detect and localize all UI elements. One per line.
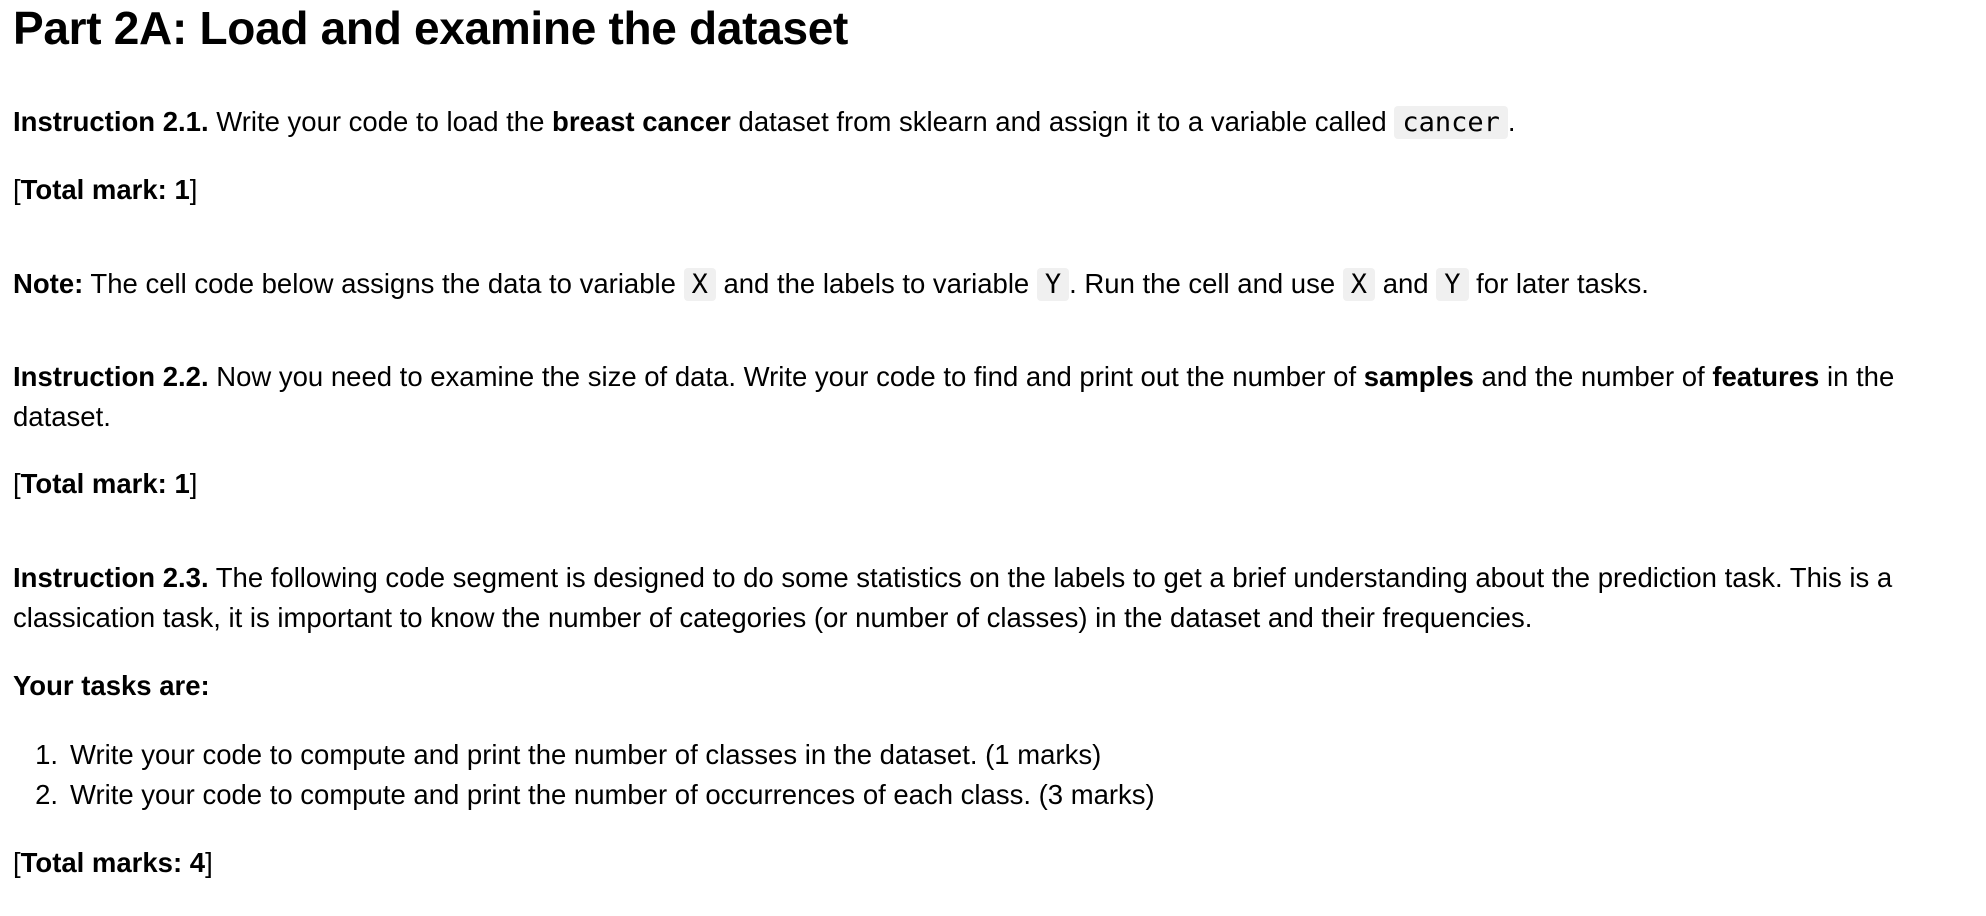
total-mark-3: [13, 843, 213, 883]
inline-code-cancer: cancer: [1394, 106, 1508, 139]
bracket-close: ]: [189, 174, 198, 205]
bold-term: samples: [1363, 361, 1474, 392]
inline-code-x: X: [684, 268, 716, 301]
list-item-text: Write your code to compute and print the number of occurrences of each class. (3 marks): [70, 779, 1155, 810]
note-text: and the labels to variable: [715, 268, 1037, 299]
inline-code-y: Y: [1436, 268, 1468, 301]
section-heading: Part 2A: Load and examine the dataset: [13, 2, 849, 54]
note-text: The cell code below assigns the data to variable: [83, 268, 684, 299]
total-mark-1: [13, 170, 197, 210]
bracket-close: ]: [189, 468, 198, 499]
bold-term: breast cancer: [552, 106, 731, 137]
note-label: Note:: [13, 268, 84, 299]
bold-term: features: [1712, 361, 1820, 392]
tasks-heading-label: Your tasks are:: [13, 670, 210, 701]
list-item: [13, 775, 1155, 815]
list-item: [13, 735, 1101, 775]
instruction-text: Now you need to examine the size of data. Write your code to find and print out the number of: [208, 361, 1364, 392]
bracket-open: [: [13, 847, 21, 878]
tasks-heading: [13, 666, 210, 706]
instruction-label: Instruction 2.3.: [13, 562, 209, 593]
note-text: and: [1375, 268, 1437, 299]
instruction-text: Write your code to load the: [208, 106, 553, 137]
bracket-open: [: [13, 468, 21, 499]
bracket-open: [: [13, 174, 21, 205]
instruction-2-1: [13, 102, 1516, 143]
list-item-text: Write your code to compute and print the number of classes in the dataset. (1 marks): [70, 739, 1102, 770]
instruction-text: and the number of: [1473, 361, 1713, 392]
instruction-text: dataset from sklearn and assign it to a variable called: [730, 106, 1395, 137]
instruction-text: in the: [1819, 361, 1895, 392]
total-mark-label: Total mark: 1: [20, 174, 190, 205]
instruction-label: Instruction 2.1.: [13, 106, 209, 137]
instruction-label: Instruction 2.2.: [13, 361, 209, 392]
instruction-2-2-line2: dataset.: [13, 401, 111, 432]
list-item-number: 1.: [35, 739, 58, 770]
instruction-2-3-line2: classication task, it is important to know the number of categories (or number of classes) in the dataset and their frequencies.: [13, 602, 1533, 633]
instruction-2-3: [13, 558, 1892, 598]
inline-code-y: Y: [1037, 268, 1069, 301]
instruction-text: .: [1507, 106, 1516, 137]
note-text: . Run the cell and use: [1069, 268, 1343, 299]
instruction-2-2: [13, 357, 1894, 397]
list-item-number: 2.: [35, 779, 58, 810]
bracket-close: ]: [205, 847, 213, 878]
total-mark-label: Total marks: 4: [20, 847, 206, 878]
inline-code-x: X: [1343, 268, 1375, 301]
note: [13, 264, 1649, 305]
note-text: for later tasks.: [1468, 268, 1649, 299]
total-mark-2: [13, 464, 197, 504]
total-mark-label: Total mark: 1: [20, 468, 190, 499]
instruction-text: The following code segment is designed to do some statistics on the labels to get a brief understanding about the prediction task. This is a: [208, 562, 1893, 593]
